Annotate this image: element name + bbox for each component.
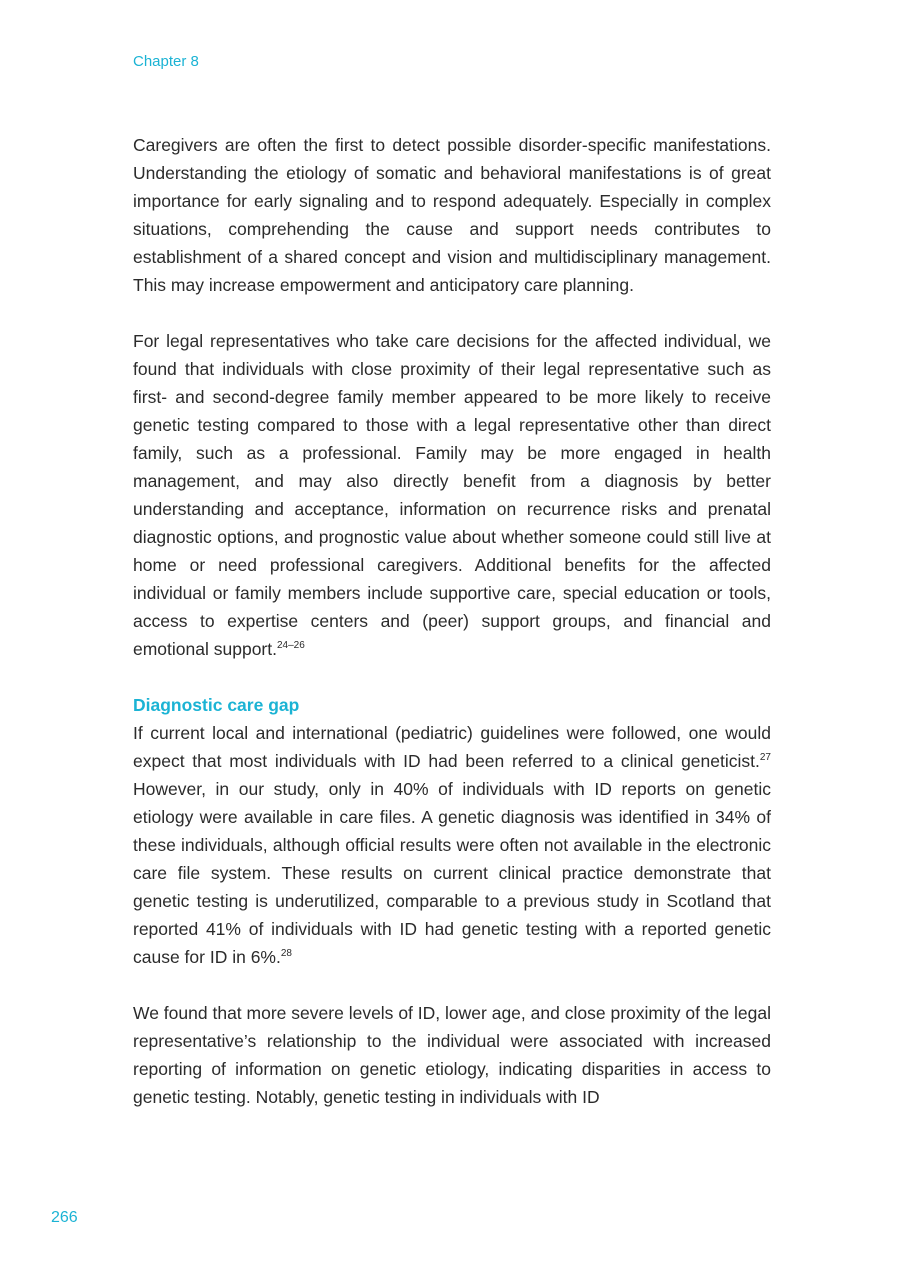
chapter-label: Chapter 8 xyxy=(133,53,199,70)
paragraph-text: However, in our study, only in 40% of individuals with ID reports on genetic etiology were available in care files. A genetic diagnosis was identified in 34% of these individuals, although official results were often not available in the electronic care file system. These results on current clinical practice demonstrate that genetic testing is underutilized, comparable to a previous study in Scotland that reported 41% of individuals with ID had genetic testing with a reported genetic cause for ID in 6%. xyxy=(133,779,771,967)
paragraph-diagnostic-care-gap xyxy=(133,719,771,971)
paragraph-legal-representatives xyxy=(133,327,771,663)
paragraph-caregivers: Caregivers are often the first to detect possible disorder-specific manifestations. Understanding the etiology of somatic and behavioral manifestations is of great importance for early signaling and to respond adequately. Especially in complex situations, comprehending the cause and support needs contributes to establishment of a shared concept and vision and multidisciplinary management. This may increase empowerment and anticipatory care planning. xyxy=(133,135,771,295)
page-number: 266 xyxy=(51,1209,78,1226)
paragraph-disparities: We found that more severe levels of ID, lower age, and close proximity of the legal representative’s relationship to the individual were associated with increased reporting of information on genetic etiology, indicating disparities in access to genetic testing. Notably, genetic testing in individuals with ID xyxy=(133,1003,771,1107)
paragraph-text: If current local and international (pediatric) guidelines were followed, one would expect that most individuals with ID had been referred to a clinical geneticist. xyxy=(133,723,771,771)
citation-reference: 28 xyxy=(280,948,292,960)
citation-reference: 27 xyxy=(759,752,771,764)
citation-reference: 24–26 xyxy=(276,640,305,652)
body-text xyxy=(133,131,771,1111)
section-heading: Diagnostic care gap xyxy=(133,695,300,715)
paragraph-text: For legal representatives who take care decisions for the affected individual, we found that individuals with close proximity of their legal representative such as first- and second-degree family member appeared to be more likely to receive genetic testing compared to those with a legal representative other than direct family, such as a professional. Family may be more engaged in health management, and may also directly benefit from a diagnosis by better understanding and acceptance, information on recurrence risks and prenatal diagnostic options, and prognostic value about whether someone could still live at home or need professional caregivers. Additional benefits for the affected individual or family members include supportive care, special education or tools, access to expertise centers and (peer) support groups, and financial and emotional support. xyxy=(133,331,771,659)
